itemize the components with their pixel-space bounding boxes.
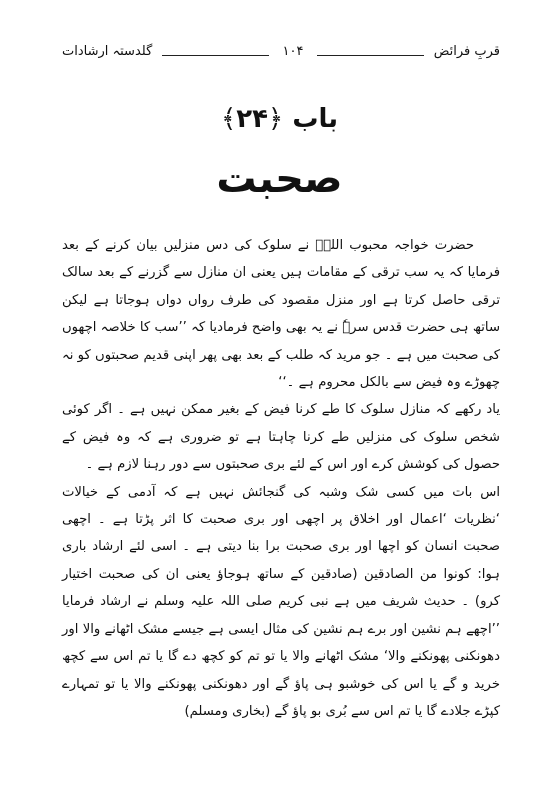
header-rule-right [317, 55, 423, 56]
paragraph: یاد رکھے کہ منازل سلوک کا طے کرنا فیض کے بغیر ممکن نہیں ہے ۔ اگر کوئی شخص سلوک کی منزلیں طے کرنا چاہتا ہے تو ضروری ہے کہ وہ فیض کے حصول کی کوشش کرے اور اس کے لئے بری صحبتوں سے دور رہنا لازم ہے ۔ [62, 402, 500, 473]
chapter-heading [0, 104, 559, 134]
chapter-number: ۲۴ [236, 104, 269, 134]
chapter-label: باب [292, 104, 338, 134]
running-header [62, 40, 500, 62]
section-title: قربِ فرائض [433, 43, 500, 59]
paragraph: حضرت خواجہ محبوب اللہؒ نے سلوک کی دس منزلیں بیان کرنے کے بعد فرمایا کہ یہ سب ترقی کے مقامات ہیں یعنی ان منازل سے گزرنے کے بعد سالک ترقی حاصل کرتا ہے اور منزل مقصود کی طرف رواں دواں ہوجاتا ہے لیکن ساتھ ہی حضرت قدس سرہٗ نے یہ بھی واضح فرمادیا کہ ’’سب کا خلاصہ اچھوں کی صحبت میں ہے ۔ جو مرید کہ طلب کے بعد بھی پھر اپنی قدیم صحبتوں کو نہ چھوڑے وہ فیض سے بالکل محروم ہے ۔‘‘ [62, 238, 500, 391]
header-rule-left [162, 55, 268, 56]
chapter-title: صحبت [216, 156, 343, 202]
body-text [62, 232, 500, 725]
page-number: ۱۰۴ [282, 43, 304, 59]
book-title: گلدستہ ارشادات [62, 43, 153, 59]
chapter-bracket-open: ﴿ [268, 104, 284, 134]
paragraph: اس بات میں کسی شک وشبہ کی گنجائش نہیں ہے کہ آدمی کے خیالات ‘نظریات ‘اعمال اور اخلاق پر اچھی اور بری صحبت کا اثر پڑتا ہے ۔ اچھی صحبت انسان کو اچھا اور بری صحبت برا بنا دیتی ہے ۔ اسی لئے ارشاد باری ہوا: کونوا من الصادقین (صادقین کے ساتھ ہوجاؤ یعنی ان کی صحبت اختیار کرو) ۔ حدیث شریف میں ہے نبی کریم صلی اللہ علیہ وسلم نے ارشاد فرمایا ’’اچھے ہم نشین اور برے ہم نشین کی مثال ایسی ہے جیسے مشک اٹھانے والا اور دھونکنی پھونکنے والا‘ مشک اٹھانے والا یا تو تم کو کچھ دے گا یا تم اس سے کچھ خرید و گے یا اس کی خوشبو ہی پاؤ گے اور دھونکنی پھونکنے والا یا تو تمہارے کپڑے جلادے گا یا تم اس سے بُری بو پاؤ گے (بخاری ومسلم) [62, 484, 500, 719]
chapter-bracket-close: ﴾ [221, 104, 237, 134]
